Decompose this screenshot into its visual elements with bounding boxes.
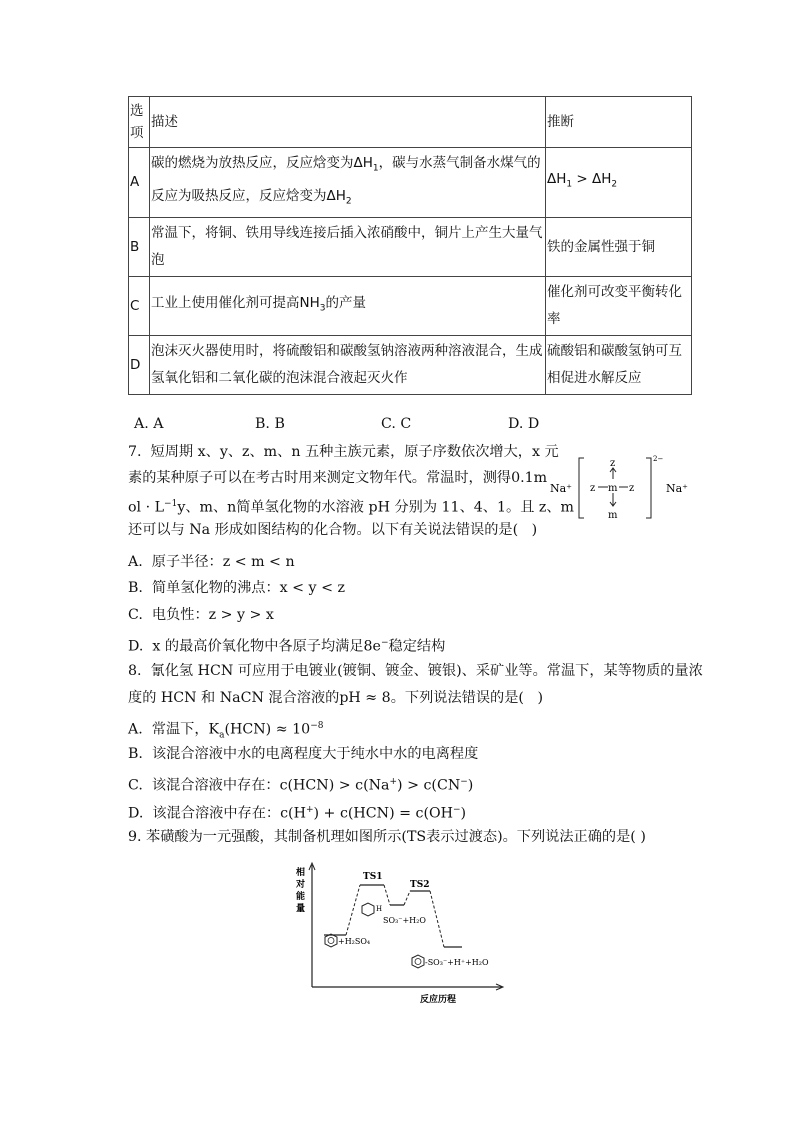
- q8-option-d: D. 该混合溶液中存在：c(H+) + c(HCN) = c(OH−): [128, 805, 467, 822]
- row-option: A: [129, 148, 150, 218]
- row-inference: 铁的金属性强于铜: [546, 218, 692, 277]
- q8-option-c: C. 该混合溶液中存在：c(HCN) > c(Na+) > c(CN−): [128, 777, 474, 794]
- atom-right: z: [629, 483, 635, 494]
- row-option: C: [129, 277, 150, 336]
- q9-stem: 9. 苯磺酸为一元强酸，其制备机理如图所示(TS表示过渡态)。下列说法正确的是( ): [128, 829, 646, 845]
- q7-stem-line: 7. 短周期 x、y、z、m、n 五种主族元素，原子序数依次增大，x 元: [128, 444, 559, 460]
- q7-option-a: A. 原子半径：z < m < n: [128, 554, 295, 570]
- table-row: [129, 148, 692, 218]
- row-inference: $\Delta H_1 > \Delta H_2$: [546, 148, 692, 218]
- q7-option-b: B. 简单氢化物的沸点：x < y < z: [128, 580, 345, 596]
- row-description: 常温下，将铜、铁用导线连接后插入浓硝酸中，铜片上产生大量气泡: [150, 218, 546, 277]
- q7-option-d: D. x 的最高价氧化物中各原子均满足8e−稳定结构: [128, 638, 446, 655]
- row-option: B: [129, 218, 150, 277]
- benzene-ring-icon: [362, 903, 374, 916]
- header-option: 选项: [129, 97, 150, 148]
- q7-stem-line: ol · $L^{-1}y$、m、n简单氢化物的水溶液 pH 分别为 11、4、1。且 z、m: [128, 499, 575, 516]
- benzene-ring-icon: [328, 938, 334, 944]
- y-label-char: 对: [296, 880, 306, 890]
- intermediate-label: SO₃⁻+H₂O: [383, 916, 426, 925]
- q7-option-c: C. 电负性：z > y > x: [128, 607, 274, 623]
- charge-label: 2−: [653, 455, 664, 463]
- atom-left: z: [590, 483, 596, 494]
- header-description: 描述: [150, 97, 546, 148]
- y-label-char: 能: [296, 892, 306, 902]
- row-description: 碳的燃烧为放热反应，反应焓变为$\Delta H_1$，碳与水蒸气制备水煤气的反应为吸热反应，反应焓变为$\Delta H_2$: [150, 148, 546, 218]
- atom-top: z: [610, 458, 616, 469]
- intermediate-h-label: H: [376, 905, 383, 913]
- row-inference: 硫酸铝和碳酸氢钠可互相促进水解反应: [546, 336, 692, 395]
- row-description: 工业上使用催化剂可提高$NH_3$的产量: [150, 277, 546, 336]
- row-option: D: [129, 336, 150, 395]
- q6-option-a: A. A: [134, 416, 164, 432]
- q6-option-b: B. B: [255, 416, 285, 432]
- q6-option-d: D. D: [508, 416, 540, 432]
- atom-bottom: m: [608, 510, 618, 521]
- row-description: 泡沫灭火器使用时，将硫酸铝和碳酸氢钠溶液两种溶液混合，生成氢氧化铝和二氧化碳的泡沫混合液起灭火作: [150, 336, 546, 395]
- table-header-row: [129, 97, 692, 148]
- q8-option-b: B. 该混合溶液中水的电离程度大于纯水中水的电离程度: [128, 746, 479, 762]
- q6-table: [128, 96, 692, 395]
- ts1-label: TS1: [363, 872, 383, 882]
- benzene-ring-icon: [415, 959, 421, 965]
- header-inference: 推断: [546, 97, 692, 148]
- na-left-label: Na⁺: [550, 482, 572, 495]
- benzene-ring-icon: [412, 955, 424, 968]
- y-axis-label: [295, 866, 305, 914]
- q7-stem-line: 素的某种原子可以在考古时用来测定文物年代。常温时，测得0.1m: [128, 470, 548, 486]
- path-ts2-product: [430, 891, 444, 947]
- q8-stem-line: 8. 氰化氢 HCN 可应用于电镀业(镀铜、镀金、镀银)、采矿业等。常温下，某等物质的量浓: [128, 663, 703, 679]
- q9-energy-diagram: [292, 855, 514, 1007]
- path-int-ts2: [404, 891, 410, 905]
- table-row: [129, 277, 692, 336]
- row-inference: 催化剂可改变平衡转化率: [546, 277, 692, 336]
- left-bracket: [579, 458, 584, 518]
- q6-option-c: C. C: [381, 416, 412, 432]
- ts2-label: TS2: [410, 880, 430, 890]
- product-label: -SO₃⁻+H⁺+H₂O: [425, 958, 489, 967]
- path-ts1-int: [384, 885, 390, 905]
- path-reactant-ts1: [346, 885, 360, 935]
- table-row: [129, 336, 692, 395]
- atom-center: m: [608, 483, 618, 494]
- reactant-label: +H₂SO₄: [338, 937, 371, 946]
- y-label-char: 量: [296, 904, 306, 914]
- x-axis-label: 反应历程: [420, 995, 457, 1005]
- q8-option-a: A. 常温下，$K_a(HCN) \approx 10^{-8}$: [128, 721, 324, 741]
- table-row: [129, 218, 692, 277]
- q8-stem-line: 度的 HCN 和 NaCN 混合溶液的pH ≈ 8。下列说法错误的是( ): [128, 690, 543, 706]
- right-bracket: [646, 458, 651, 518]
- y-label-char: 相: [296, 868, 306, 878]
- q7-stem-line: 还可以与 Na 形成如图结构的化合物。以下有关说法错误的是( ): [128, 522, 538, 538]
- na-right-label: Na⁺: [666, 482, 688, 495]
- benzene-ring-icon: [325, 934, 337, 947]
- q7-structure-figure: [548, 452, 698, 524]
